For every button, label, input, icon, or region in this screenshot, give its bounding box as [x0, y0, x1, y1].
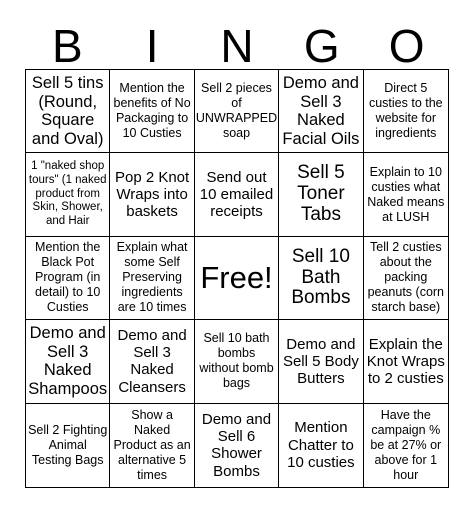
- bingo-cell[interactable]: Demo and Sell 5 Body Butters: [279, 320, 363, 403]
- bingo-cell[interactable]: Sell 5 tins (Round, Square and Oval): [26, 70, 110, 153]
- bingo-cell[interactable]: Show a Naked Product as an alternative 5 times: [110, 404, 194, 487]
- bingo-cell[interactable]: Send out 10 emailed receipts: [195, 153, 279, 236]
- bingo-cell[interactable]: Mention the benefits of No Packaging to 10 Custies: [110, 70, 194, 153]
- bingo-card-grid: [25, 69, 449, 488]
- header-letter-g: G: [303, 20, 340, 72]
- bingo-cell[interactable]: Explain the Knot Wraps to 2 custies: [364, 320, 448, 403]
- free-space[interactable]: Free!: [195, 237, 279, 320]
- bingo-cell[interactable]: Sell 5 Toner Tabs: [279, 153, 363, 236]
- bingo-cell[interactable]: Demo and Sell 3 Naked Facial Oils: [279, 70, 363, 153]
- header-letter-o: O: [388, 20, 425, 72]
- header-letter-i: I: [145, 20, 159, 72]
- bingo-cell[interactable]: Pop 2 Knot Wraps into baskets: [110, 153, 194, 236]
- bingo-cell[interactable]: Sell 2 pieces of UNWRAPPED soap: [195, 70, 279, 153]
- bingo-header: [25, 22, 449, 70]
- bingo-cell[interactable]: Mention the Black Pot Program (in detail) to 10 Custies: [26, 237, 110, 320]
- bingo-cell[interactable]: Demo and Sell 6 Shower Bombs: [195, 404, 279, 487]
- bingo-cell[interactable]: Demo and Sell 3 Naked Cleansers: [110, 320, 194, 403]
- bingo-cell[interactable]: Sell 10 Bath Bombs: [279, 237, 363, 320]
- bingo-cell[interactable]: Tell 2 custies about the packing peanuts (corn starch base): [364, 237, 448, 320]
- header-letter-b: B: [52, 20, 83, 72]
- bingo-cell[interactable]: Explain to 10 custies what Naked means at LUSH: [364, 153, 448, 236]
- bingo-cell[interactable]: Mention Chatter to 10 custies: [279, 404, 363, 487]
- header-letter-n: N: [220, 20, 254, 72]
- bingo-cell[interactable]: 1 "naked shop tours" (1 naked product from Skin, Shower, and Hair: [26, 153, 110, 236]
- bingo-cell[interactable]: Explain what some Self Preserving ingredients are 10 times: [110, 237, 194, 320]
- bingo-cell[interactable]: Sell 10 bath bombs without bomb bags: [195, 320, 279, 403]
- bingo-cell[interactable]: Direct 5 custies to the website for ingredients: [364, 70, 448, 153]
- bingo-cell[interactable]: Sell 2 Fighting Animal Testing Bags: [26, 404, 110, 487]
- bingo-cell[interactable]: Demo and Sell 3 Naked Shampoos: [26, 320, 110, 403]
- bingo-cell[interactable]: Have the campaign % be at 27% or above for 1 hour: [370, 407, 442, 482]
